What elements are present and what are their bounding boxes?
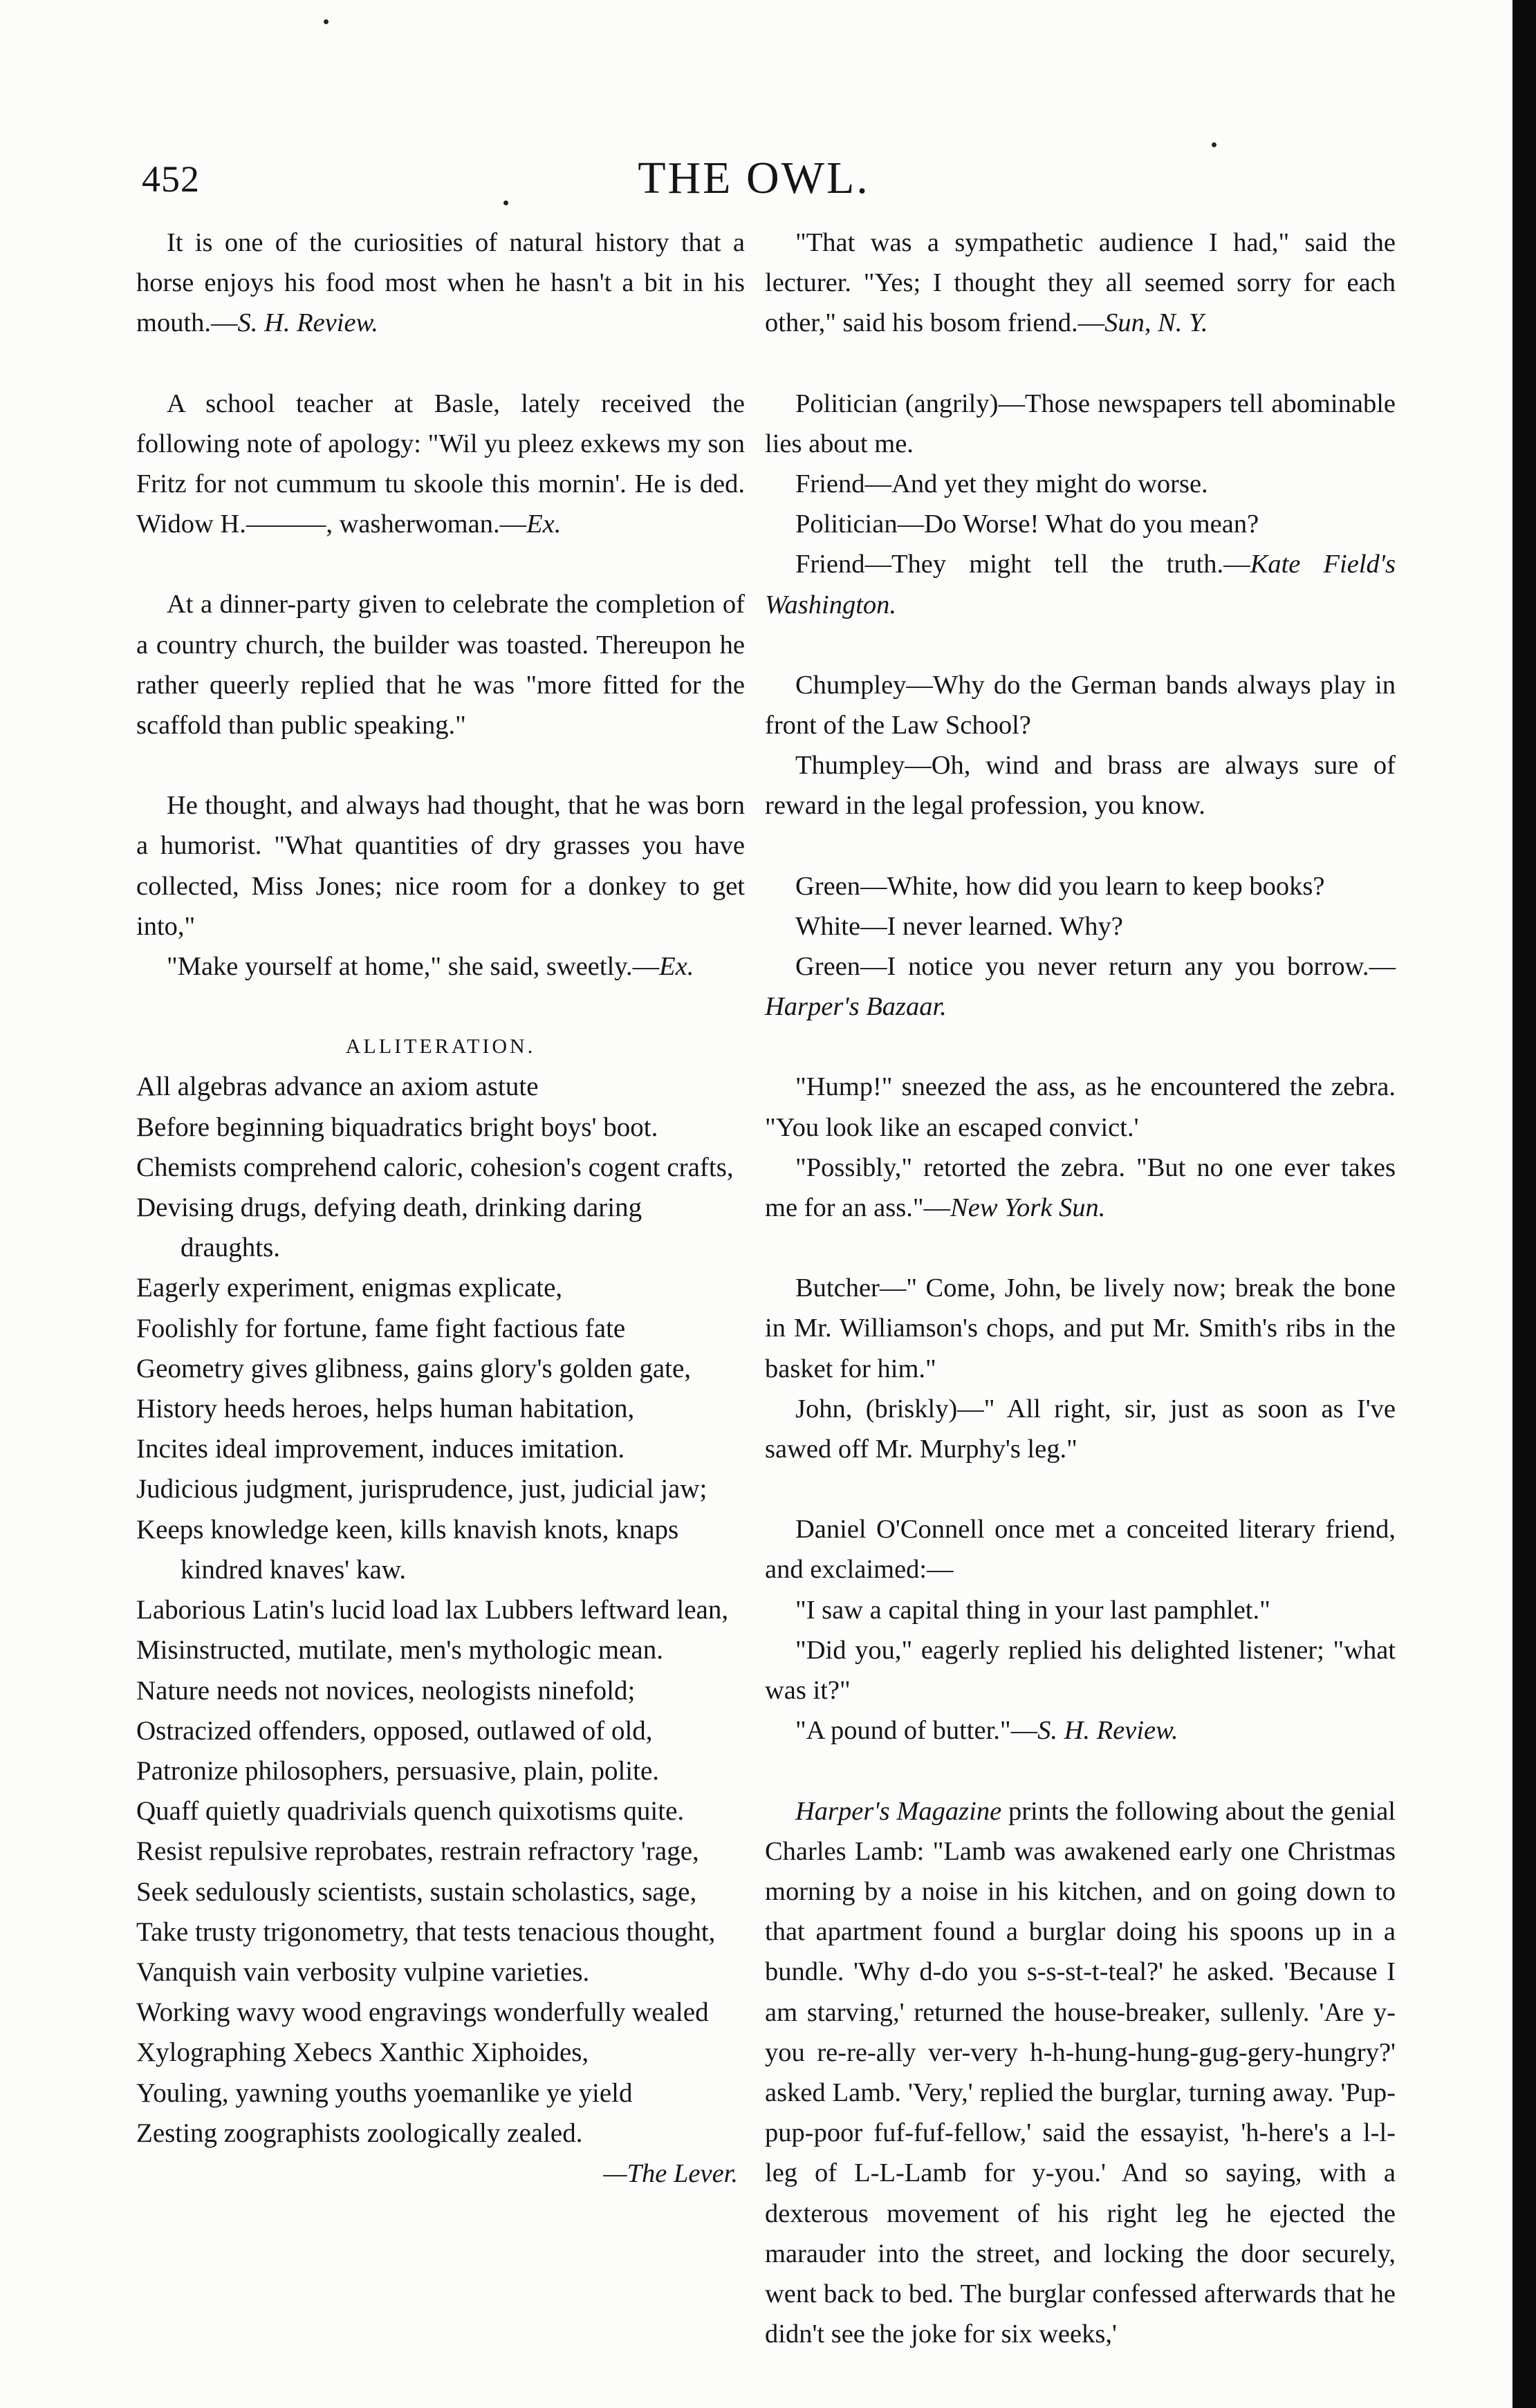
speck <box>1212 142 1216 147</box>
paragraph: Thumpley—Oh, wind and brass are always sure of reward in the legal profession, you know. <box>765 751 1396 821</box>
poem-line: Ostracized offenders, opposed, outlawed of old, <box>136 1715 653 1746</box>
source-credit: New York Sun. <box>950 1193 1106 1223</box>
poem-line: Nature needs not novices, neologists ninefold; <box>136 1675 636 1706</box>
paragraph: Politician (angrily)—Those newspapers tell abominable lies about me. <box>765 389 1396 458</box>
paragraph: Friend—And yet they might do worse. <box>795 469 1208 499</box>
poem-line: Patronize philosophers, persuasive, plain, polite. <box>136 1755 660 1786</box>
poem-line: Laborious Latin's lucid load lax Lubbers leftward lean, <box>136 1595 729 1625</box>
paragraph: "Did you," eagerly replied his delighted listener; "what was it?" <box>765 1635 1396 1706</box>
paragraph: He thought, and always had thought, that he was born a humorist. "What quantities of dry grasses you have collected, Miss Jones; nice room for a donkey to get into," <box>136 791 745 941</box>
source-credit: S. H. Review. <box>1037 1716 1178 1746</box>
poem-line: All algebras advance an axiom astute <box>136 1072 539 1102</box>
poem-line: Xylographing Xebecs Xanthic Xiphoides, <box>136 2037 589 2068</box>
poem-line: Before beginning biquadratics bright boys' boot. <box>136 1112 658 1142</box>
poem-line: Resist repulsive reprobates, restrain refractory 'rage, <box>136 1836 699 1867</box>
paragraph: Chumpley—Why do the German bands always play in front of the Law School? <box>765 670 1396 740</box>
paragraph-text: A school teacher at Basle, lately received the following note of apology: "Wil yu pleez exkews my son Fritz for not cummum tu skoole this mornin'. He is ded. Widow H.———, washerwoman.— <box>136 389 745 539</box>
page-header <box>0 151 1508 206</box>
source-credit: S. H. Review. <box>237 308 379 338</box>
magazine-title: Harper's Magazine <box>795 1796 1002 1826</box>
right-column <box>765 223 1396 2354</box>
speck <box>324 19 329 24</box>
source-credit: Ex. <box>659 952 694 982</box>
poem-heading: ALLITERATION. <box>345 1035 536 1058</box>
poem-line: Foolishly for fortune, fame fight factious fate <box>136 1313 626 1343</box>
poem-lines <box>136 1067 745 2153</box>
poem-line: Geometry gives glibness, gains glory's golden gate, <box>136 1353 692 1383</box>
paragraph: John, (briskly)—" All right, sir, just as soon as I've sawed off Mr. Murphy's leg." <box>765 1394 1396 1464</box>
source-credit: Ex. <box>526 510 562 539</box>
page-number: 452 <box>142 158 200 200</box>
poem-line: Chemists comprehend caloric, cohesion's cogent crafts, <box>136 1152 734 1182</box>
paragraph <box>765 946 1396 1027</box>
source-credit: Harper's Bazaar. <box>765 992 947 1022</box>
poem-line: Misinstructed, mutilate, men's mythologic mean. <box>136 1635 663 1665</box>
paragraph <box>136 223 745 344</box>
paragraph-text: It is one of the curiosities of natural history that a horse enjoys his food most when he hasn't a bit in his mouth.— <box>136 228 745 338</box>
poem-line: Vanquish vain verbosity vulpine varieties. <box>136 1957 590 1987</box>
poem-line: Take trusty trigonometry, that tests tenacious thought, <box>136 1916 716 1947</box>
poem-line: Devising drugs, defying death, drinking daring draughts. <box>136 1193 642 1263</box>
poem-line: Incites ideal improvement, induces imitation. <box>136 1434 625 1464</box>
poem-line: Quaff quietly quadrivials quench quixotisms quite. <box>136 1796 685 1827</box>
paragraph <box>765 223 1396 344</box>
poem-source: —The Lever. <box>603 2158 738 2188</box>
poem-line: Eagerly experiment, enigmas explicate, <box>136 1273 563 1303</box>
poem-line: History heeds heroes, helps human habitation, <box>136 1394 635 1424</box>
paragraph-text: "Make yourself at home," she said, sweetly.— <box>167 952 660 982</box>
paragraph-text: Friend—They might tell the truth.— <box>795 550 1250 579</box>
paragraph: At a dinner-party given to celebrate the completion of a country church, the builder was toasted. Thereupon he rather queerly replied that he was "more fitted for the scaffold than public speaking." <box>136 590 745 740</box>
poem-line: Seek sedulously scientists, sustain scholastics, sage, <box>136 1876 697 1907</box>
paragraph: "I saw a capital thing in your last pamphlet." <box>795 1595 1270 1625</box>
page-edge-shadow <box>1512 0 1536 2408</box>
paragraph <box>765 544 1396 624</box>
poem-line: Keeps knowledge keen, kills knavish knots, knaps kindred knaves' kaw. <box>136 1514 679 1585</box>
paragraph-text: "A pound of butter."— <box>795 1716 1038 1746</box>
paragraph: Politician—Do Worse! What do you mean? <box>795 510 1259 539</box>
paragraph: Green—White, how did you learn to keep books? <box>795 871 1325 901</box>
poem-line: Youling, yawning youths yoemanlike ye yield <box>136 2078 633 2108</box>
poem-line: Zesting zoographists zoologically zealed. <box>136 2118 583 2148</box>
paragraph-text: "Possibly," retorted the zebra. "But no one ever takes me for an ass."— <box>765 1152 1396 1223</box>
paragraph-text: prints the following about the genial Charles Lamb: "Lamb was awakened early one Christmas morning by a noise in his kitchen, and on going down to that apartment found a burglar doing his spoons up in a bundle. 'Why d-do you s-s-st-t-teal?' he asked. 'Because I am starving,' returned the house-breaker, sullenly. 'Are y-you re-re-ally ver-very h-h-hung-hung-gug-gery-hungry?' asked Lamb. 'Very,' replied the burglar, turning away. 'Pup-pup-poor fuf-fuf-fellow,' said the essayist, 'h-here's a l-l-leg of L-L-Lamb for y-you.' And so saying, with a dexterous movement of his right leg he ejected the marauder into the street, and locking the door securely, went back to bed. The burglar confessed afterwards that he didn't see the joke for six weeks,' <box>765 1796 1396 2349</box>
poem-line: Judicious judgment, jurisprudence, just, judicial jaw; <box>136 1474 707 1504</box>
source-credit: Kate Field's Washington. <box>765 550 1396 619</box>
left-column <box>136 223 745 2194</box>
paragraph-text: Green—I notice you never return any you borrow.— <box>795 952 1396 982</box>
paragraph <box>136 384 745 545</box>
paragraph <box>136 946 745 987</box>
paragraph <box>765 1710 1396 1751</box>
paragraph: Daniel O'Connell once met a conceited literary friend, and exclaimed:— <box>765 1515 1396 1585</box>
paragraph <box>765 1148 1396 1228</box>
paragraph <box>765 1791 1396 2355</box>
poem-line: Working wavy wood engravings wonderfully wealed <box>136 1997 709 2028</box>
paragraph: "Hump!" sneezed the ass, as he encountered the zebra. "You look like an escaped convict.' <box>765 1072 1396 1142</box>
paragraph: White—I never learned. Why? <box>795 911 1123 941</box>
paragraph: Butcher—" Come, John, be lively now; break the bone in Mr. Williamson's chops, and put Mr. Smith's ribs in the basket for him." <box>765 1273 1396 1383</box>
running-title: THE OWL. <box>638 153 870 203</box>
paragraph-text: "That was a sympathetic audience I had," said the lecturer. "Yes; I thought they all seemed sorry for each other," said his bosom friend.— <box>765 228 1396 338</box>
source-credit: Sun, N. Y. <box>1104 308 1208 338</box>
